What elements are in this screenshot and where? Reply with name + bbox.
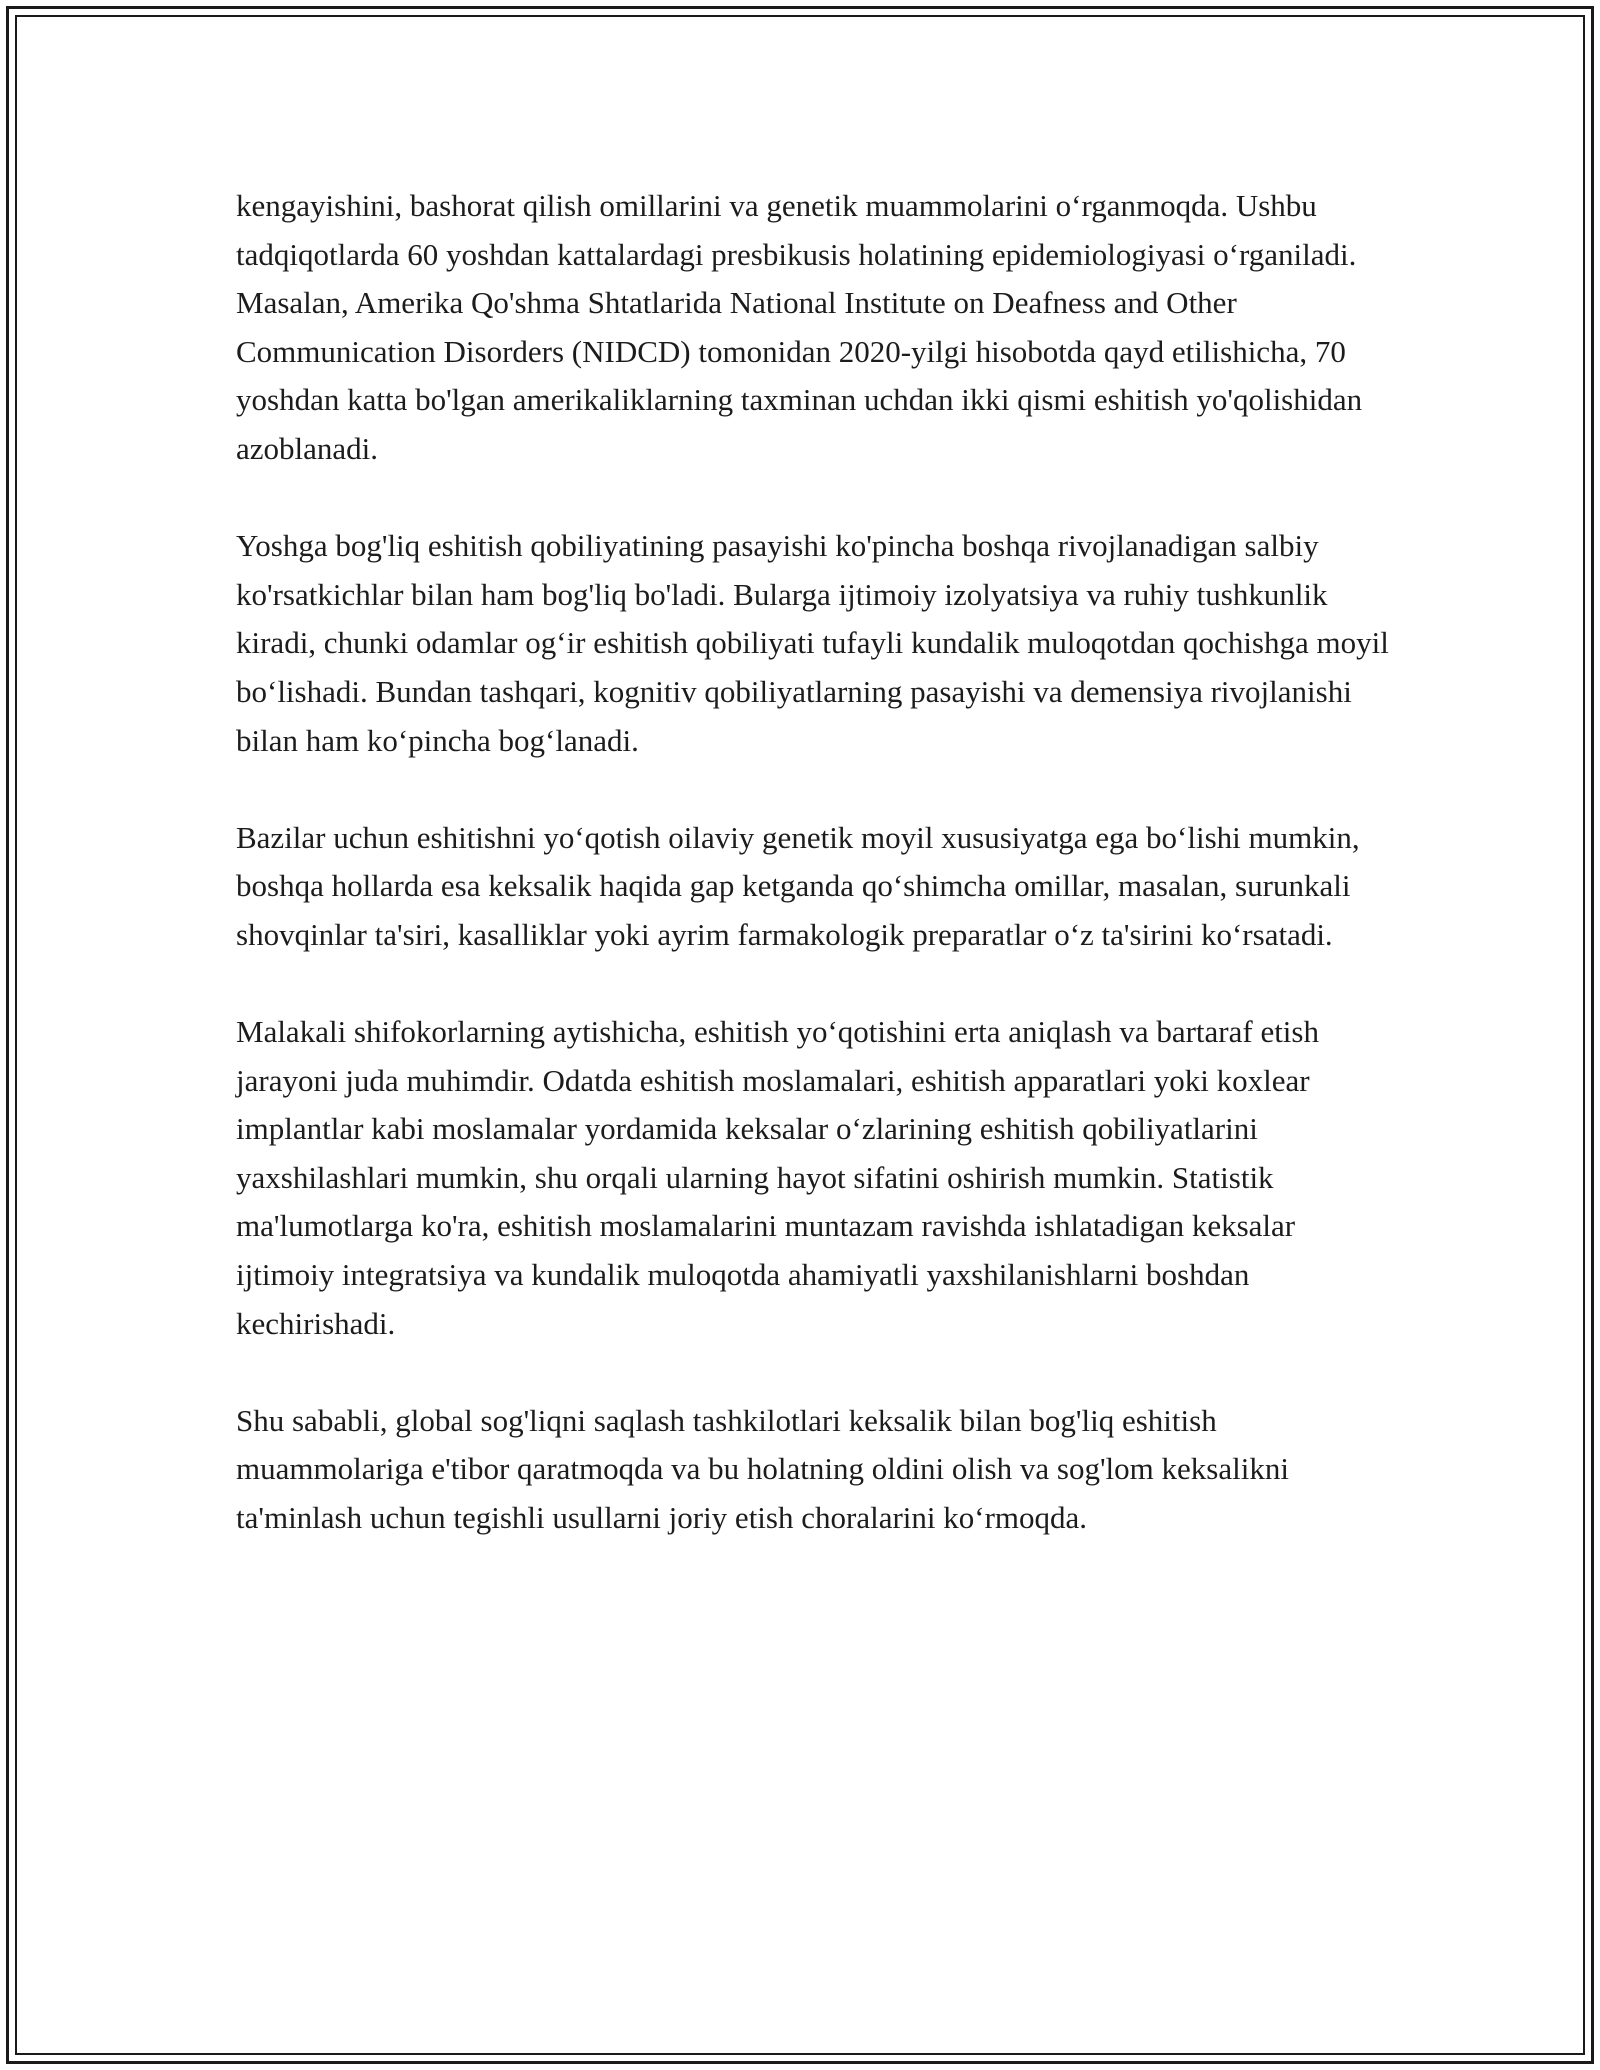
paragraph-2: Yoshga bog'liq eshitish qobiliyatining pasayishi ko'pincha boshqa rivojlanadigan salbiy ko'rsatkichlar bilan ham bog'liq bo'ladi. Bularga ijtimoiy izolyatsiya va ruhiy tushkunlik kiradi, chunki odamlar ogʻir eshitish qobiliyati tufayli kundalik muloqotdan qochishga moyil boʻlishadi. Bundan tashqari, kognitiv qobiliyatlarning pasayishi va demensiya rivojlanishi bilan ham koʻpincha bogʻlanadi. [236, 528, 1389, 758]
paragraph-3: Bazilar uchun eshitishni yoʻqotish oilaviy genetik moyil xususiyatga ega boʻlishi mumkin, boshqa hollarda esa keksalik haqida gap ketganda qoʻshimcha omillar, masalan, surunkali shovqinlar ta'siri, kasalliklar yoki ayrim farmakologik preparatlar oʻz ta'sirini koʻrsatadi. [236, 819, 1360, 952]
document-body [236, 182, 1396, 1543]
paragraph-5: Shu sababli, global sog'liqni saqlash tashkilotlari keksalik bilan bog'liq eshitish muammolariga e'tibor qaratmoqda va bu holatning oldini olish va sog'lom keksalikni ta'minlash uchun tegishli usullarni joriy etish choralarini koʻrmoqda. [236, 1402, 1289, 1536]
paragraph-1: kengayishini, bashorat qilish omillarini va genetik muammolarini oʻrganmoqda. Ushbu tadqiqotlarda 60 yoshdan kattalardagi presbikusis holatining epidemiologiyasi oʻrganiladi. Masalan, Amerika Qo'shma Shtatlarida National Institute on Deafness and Other Communication Disorders (NIDCD) tomonidan 2020-yilgi hisobotda qayd etilishicha, 70 yoshdan katta bo'lgan amerikaliklarning taxminan uchdan ikki qismi eshitish yo'qolishidan azoblanadi. [236, 188, 1363, 466]
paragraph-4: Malakali shifokorlarning aytishicha, eshitish yoʻqotishini erta aniqlash va bartaraf etish jarayoni juda muhimdir. Odatda eshitish moslamalari, eshitish apparatlari yoki koxlear implantlar kabi moslamalar yordamida keksalar oʻzlarining eshitish qobiliyatlarini yaxshilashlari mumkin, shu orqali ularning hayot sifatini oshirish mumkin. Statistik ma'lumotlarga ko'ra, eshitish moslamalarini muntazam ravishda ishlatadigan keksalar ijtimoiy integratsiya va kundalik muloqotda ahamiyatli yaxshilanishlarni boshdan kechirishadi. [236, 1014, 1319, 1341]
